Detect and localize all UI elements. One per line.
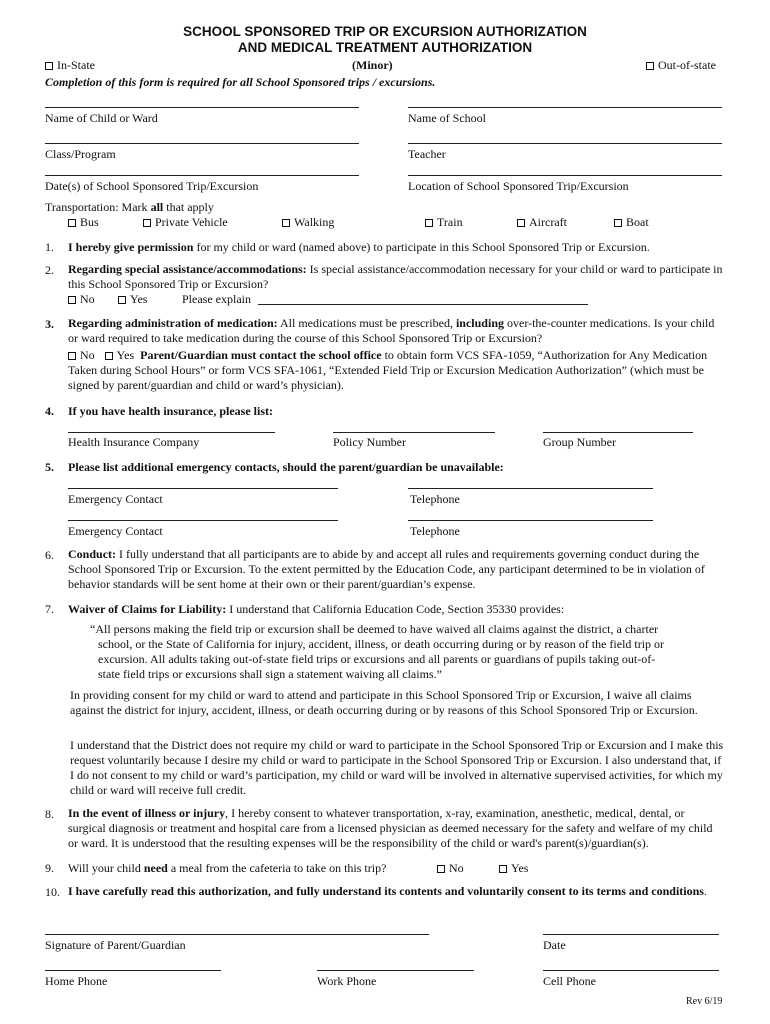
transport-train[interactable]: Train [425,215,463,230]
section-3-number: 3. [45,317,54,331]
section-5-heading: Please list additional emergency contacts, should the parent/guardian be unavailable: [68,460,504,474]
group-number-line[interactable] [543,432,693,433]
boat-checkbox[interactable] [614,219,622,227]
emergency-contact-1-label: Emergency Contact [68,492,163,506]
emergency-contact-2-line[interactable] [68,520,338,521]
section-1-text: I hereby give permission for my child or ward (named above) to participate in this School Sponsored Trip or Excursion. [68,240,650,254]
s9-no-checkbox[interactable] [437,865,445,873]
trip-dates-line[interactable] [45,175,359,176]
work-phone-label: Work Phone [317,974,377,988]
transport-bus[interactable]: Bus [68,215,99,230]
form-title-line1: SCHOOL SPONSORED TRIP OR EXCURSION AUTHORIZATION [183,24,587,39]
s3-yes-checkbox[interactable] [105,352,113,360]
telephone-1-line[interactable] [408,488,653,489]
teacher-line[interactable] [408,143,722,144]
train-checkbox[interactable] [425,219,433,227]
section-9-text: Will your child need a meal from the cafeteria to take on this trip? [68,861,387,875]
trip-location-label: Location of School Sponsored Trip/Excursion [408,179,629,193]
insurance-company-label: Health Insurance Company [68,435,200,449]
emergency-contact-1-line[interactable] [68,488,338,489]
emergency-contact-2-label: Emergency Contact [68,524,163,538]
section-4-number: 4. [45,404,54,418]
out-of-state-option[interactable] [646,58,716,73]
class-program-line[interactable] [45,143,359,144]
section-10-number: 10. [45,885,60,899]
date-label: Date [543,938,566,952]
form-title-line2: AND MEDICAL TREATMENT AUTHORIZATION [237,40,533,55]
school-name-line[interactable] [408,107,722,108]
section-7-para-2: I understand that the District does not require my child or ward to participate in the School Sponsored Trip or Excursion and I make this request voluntarily because I desire my child or ward to participate in the School Sponsored Trip or Excursion. I also understand that, if I do not consent to my child or ward’s participation, my child or ward will be involved in alternative supervised activities, for which my child or ward will receive full credit. [70,738,724,797]
section-7-number: 7. [45,602,54,616]
section-3-text: Regarding administration of medication: All medications must be prescribed, including over-the-counter medications. Is your child or ward required to take medication during the course of this School Sponsored Trip or Excursion? [68,316,715,345]
insurance-company-line[interactable] [68,432,275,433]
work-phone-line[interactable] [317,970,474,971]
s2-explain-label: Please explain [182,292,251,306]
telephone-1-label: Telephone [410,492,460,506]
telephone-2-line[interactable] [408,520,653,521]
group-number-label: Group Number [543,435,616,449]
transport-private-vehicle[interactable]: Private Vehicle [143,215,228,230]
s9-yes-checkbox[interactable] [499,865,507,873]
trip-dates-label: Date(s) of School Sponsored Trip/Excursion [45,179,259,193]
section-2-text: Regarding special assistance/accommodations: Is special assistance/accommodation necessary for your child or ward to participate in this School Sponsored Trip or Excursion? [68,262,723,291]
s3-no-checkbox[interactable] [68,352,76,360]
section-8-number: 8. [45,807,54,821]
transport-aircraft[interactable]: Aircraft [517,215,567,230]
revision-label: Rev 6/19 [686,996,723,1007]
cell-phone-label: Cell Phone [543,974,596,988]
in-state-label: In-State [57,58,95,72]
out-of-state-label: Out-of-state [658,58,716,72]
section-4-heading: If you have health insurance, please list: [68,404,274,418]
in-state-option[interactable] [45,58,95,73]
signature-line[interactable] [45,934,429,935]
private-vehicle-checkbox[interactable] [143,219,151,227]
section-7-heading: Waiver of Claims for Liability: I understand that California Education Code, Section 35330 provides: [68,602,565,616]
transport-boat[interactable]: Boat [614,215,649,230]
s2-no-checkbox[interactable] [68,296,76,304]
out-of-state-checkbox[interactable] [646,62,654,70]
aircraft-checkbox[interactable] [517,219,525,227]
section-7-para-1: In providing consent for my child or ward to attend and participate in this School Sponsored Trip or Excursion, I waive all claims against the district for injury, accident, illness, or death occurring during or by reasons of this School Sponsored Trip or Excursion. [70,688,698,717]
child-name-label: Name of Child or Ward [45,111,158,125]
section-9-number: 9. [45,861,54,875]
policy-number-label: Policy Number [333,435,406,449]
section-6-number: 6. [45,548,54,562]
section-6-text: Conduct: I fully understand that all participants are to abide by and accept all rules and requirements governing conduct during the School Sponsored Trip or Excursion. To the extent permitted by the Education Code, any participant determined to be in violation of behavior standards will be sent home at their own or their parent/guardian’s expense. [68,547,705,591]
s2-yes-checkbox[interactable] [118,296,126,304]
s9-no-option[interactable]: No [437,861,464,876]
s2-explain-line[interactable] [258,304,588,305]
section-7-quote: “All persons making the field trip or excursion shall be deemed to have waived all claims against the district, a charter school, or the State of California for injury, accident, illness, or death occurring during or by reason of the field trip or excursion. All adults taking out-of-state field trips or excursions and all parents or guardians of pupils taking out-of-state field trips or excursions shall sign a statement waiving all claims.” [90,622,665,681]
in-state-checkbox[interactable] [45,62,53,70]
s2-yes-option[interactable]: Yes [118,292,147,307]
minor-label: (Minor) [352,58,393,72]
s2-no-option[interactable]: No [68,292,95,307]
transport-walking[interactable]: Walking [282,215,334,230]
transportation-label: Transportation: Mark all that apply [45,200,214,214]
school-name-label: Name of School [408,111,486,125]
signature-label: Signature of Parent/Guardian [45,938,186,952]
trip-location-line[interactable] [408,175,722,176]
home-phone-line[interactable] [45,970,221,971]
home-phone-label: Home Phone [45,974,108,988]
date-line[interactable] [543,934,719,935]
child-name-line[interactable] [45,107,359,108]
section-10-text: I have carefully read this authorization, and fully understand its contents and voluntarily consent to its terms and conditions. [68,884,707,898]
walking-checkbox[interactable] [282,219,290,227]
section-1-number: 1. [45,240,54,254]
s9-yes-option[interactable]: Yes [499,861,528,876]
class-program-label: Class/Program [45,147,116,161]
section-8-text: In the event of illness or injury, I hereby consent to whatever transportation, x-ray, examination, anesthetic, medical, dental, or surgical diagnosis or treatment and hospital care from a licensed physician as deemed necessary for the safety and welfare of my child or ward. It is understood that the resulting expenses will be the responsibility of the child or ward's parent(s)/guardian(s). [68,806,713,850]
cell-phone-line[interactable] [543,970,719,971]
section-5-number: 5. [45,460,54,474]
bus-checkbox[interactable] [68,219,76,227]
section-3-medication-text: No Yes Parent/Guardian must contact the school office to obtain form VCS SFA-1059, “Authorization for Any Medication Taken during School Hours” or form VCS SFA-1061, “Extended Field Trip or Excursion Medication Authorization” (which must be signed by parent/guardian and child or ward’s physician). [68,348,708,392]
section-2-number: 2. [45,263,54,277]
teacher-label: Teacher [408,147,446,161]
required-note: Completion of this form is required for all School Sponsored trips / excursions. [45,75,436,89]
policy-number-line[interactable] [333,432,495,433]
telephone-2-label: Telephone [410,524,460,538]
